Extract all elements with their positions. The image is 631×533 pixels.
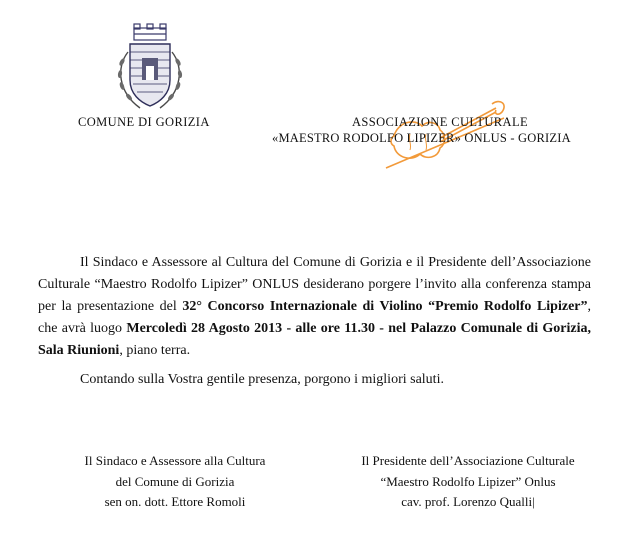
signature-left xyxy=(60,451,290,513)
invitation-text-3: , piano terra. xyxy=(119,343,191,358)
gorizia-coat-of-arms-icon xyxy=(110,22,190,118)
closing-paragraph: Contando sulla Vostra gentile presenza, porgono i migliori saluti. xyxy=(80,372,444,387)
invitation-paragraph xyxy=(38,252,591,362)
invitation-text-1: Il Sindaco e Assessore al Cultura del Comune di Gorizia e il Presidente dell’Associazione Culturale “Maestro Rodolfo Lipizer” ONLUS desiderano porgere l’invito alla conferenza stampa per la presentazione del xyxy=(38,255,591,314)
right-organization-line1: ASSOCIAZIONE CULTURALE xyxy=(351,115,529,129)
left-organization: COMUNE DI GORIZIA xyxy=(78,115,210,129)
signature-right xyxy=(318,451,618,513)
signature-left-line2: del Comune di Gorizia xyxy=(115,473,235,489)
signature-right-line3: cav. prof. Lorenzo Qualli| xyxy=(401,494,535,509)
signature-left-line3: sen on. dott. Ettore Romoli xyxy=(104,494,246,509)
signature-right-line2: “Maestro Rodolfo Lipizer” Onlus xyxy=(380,473,556,489)
competition-name: 32° Concorso Internazionale di Violino “Premio Rodolfo Lipizer” xyxy=(182,299,588,314)
event-datetime-location: Mercoledì 28 Agosto 2013 - alle ore 11.30 - nel Palazzo Comunale di Gorizia, Sala Riunioni xyxy=(38,321,591,358)
signature-left-line1: Il Sindaco e Assessore alla Cultura xyxy=(84,453,266,468)
right-organization-line2: «MAESTRO RODOLFO LIPIZER» ONLUS - GORIZIA xyxy=(272,131,571,145)
signature-right-line1: Il Presidente dell’Associazione Culturale xyxy=(361,453,575,468)
invitation-text-2: , che avrà luogo xyxy=(38,299,591,336)
